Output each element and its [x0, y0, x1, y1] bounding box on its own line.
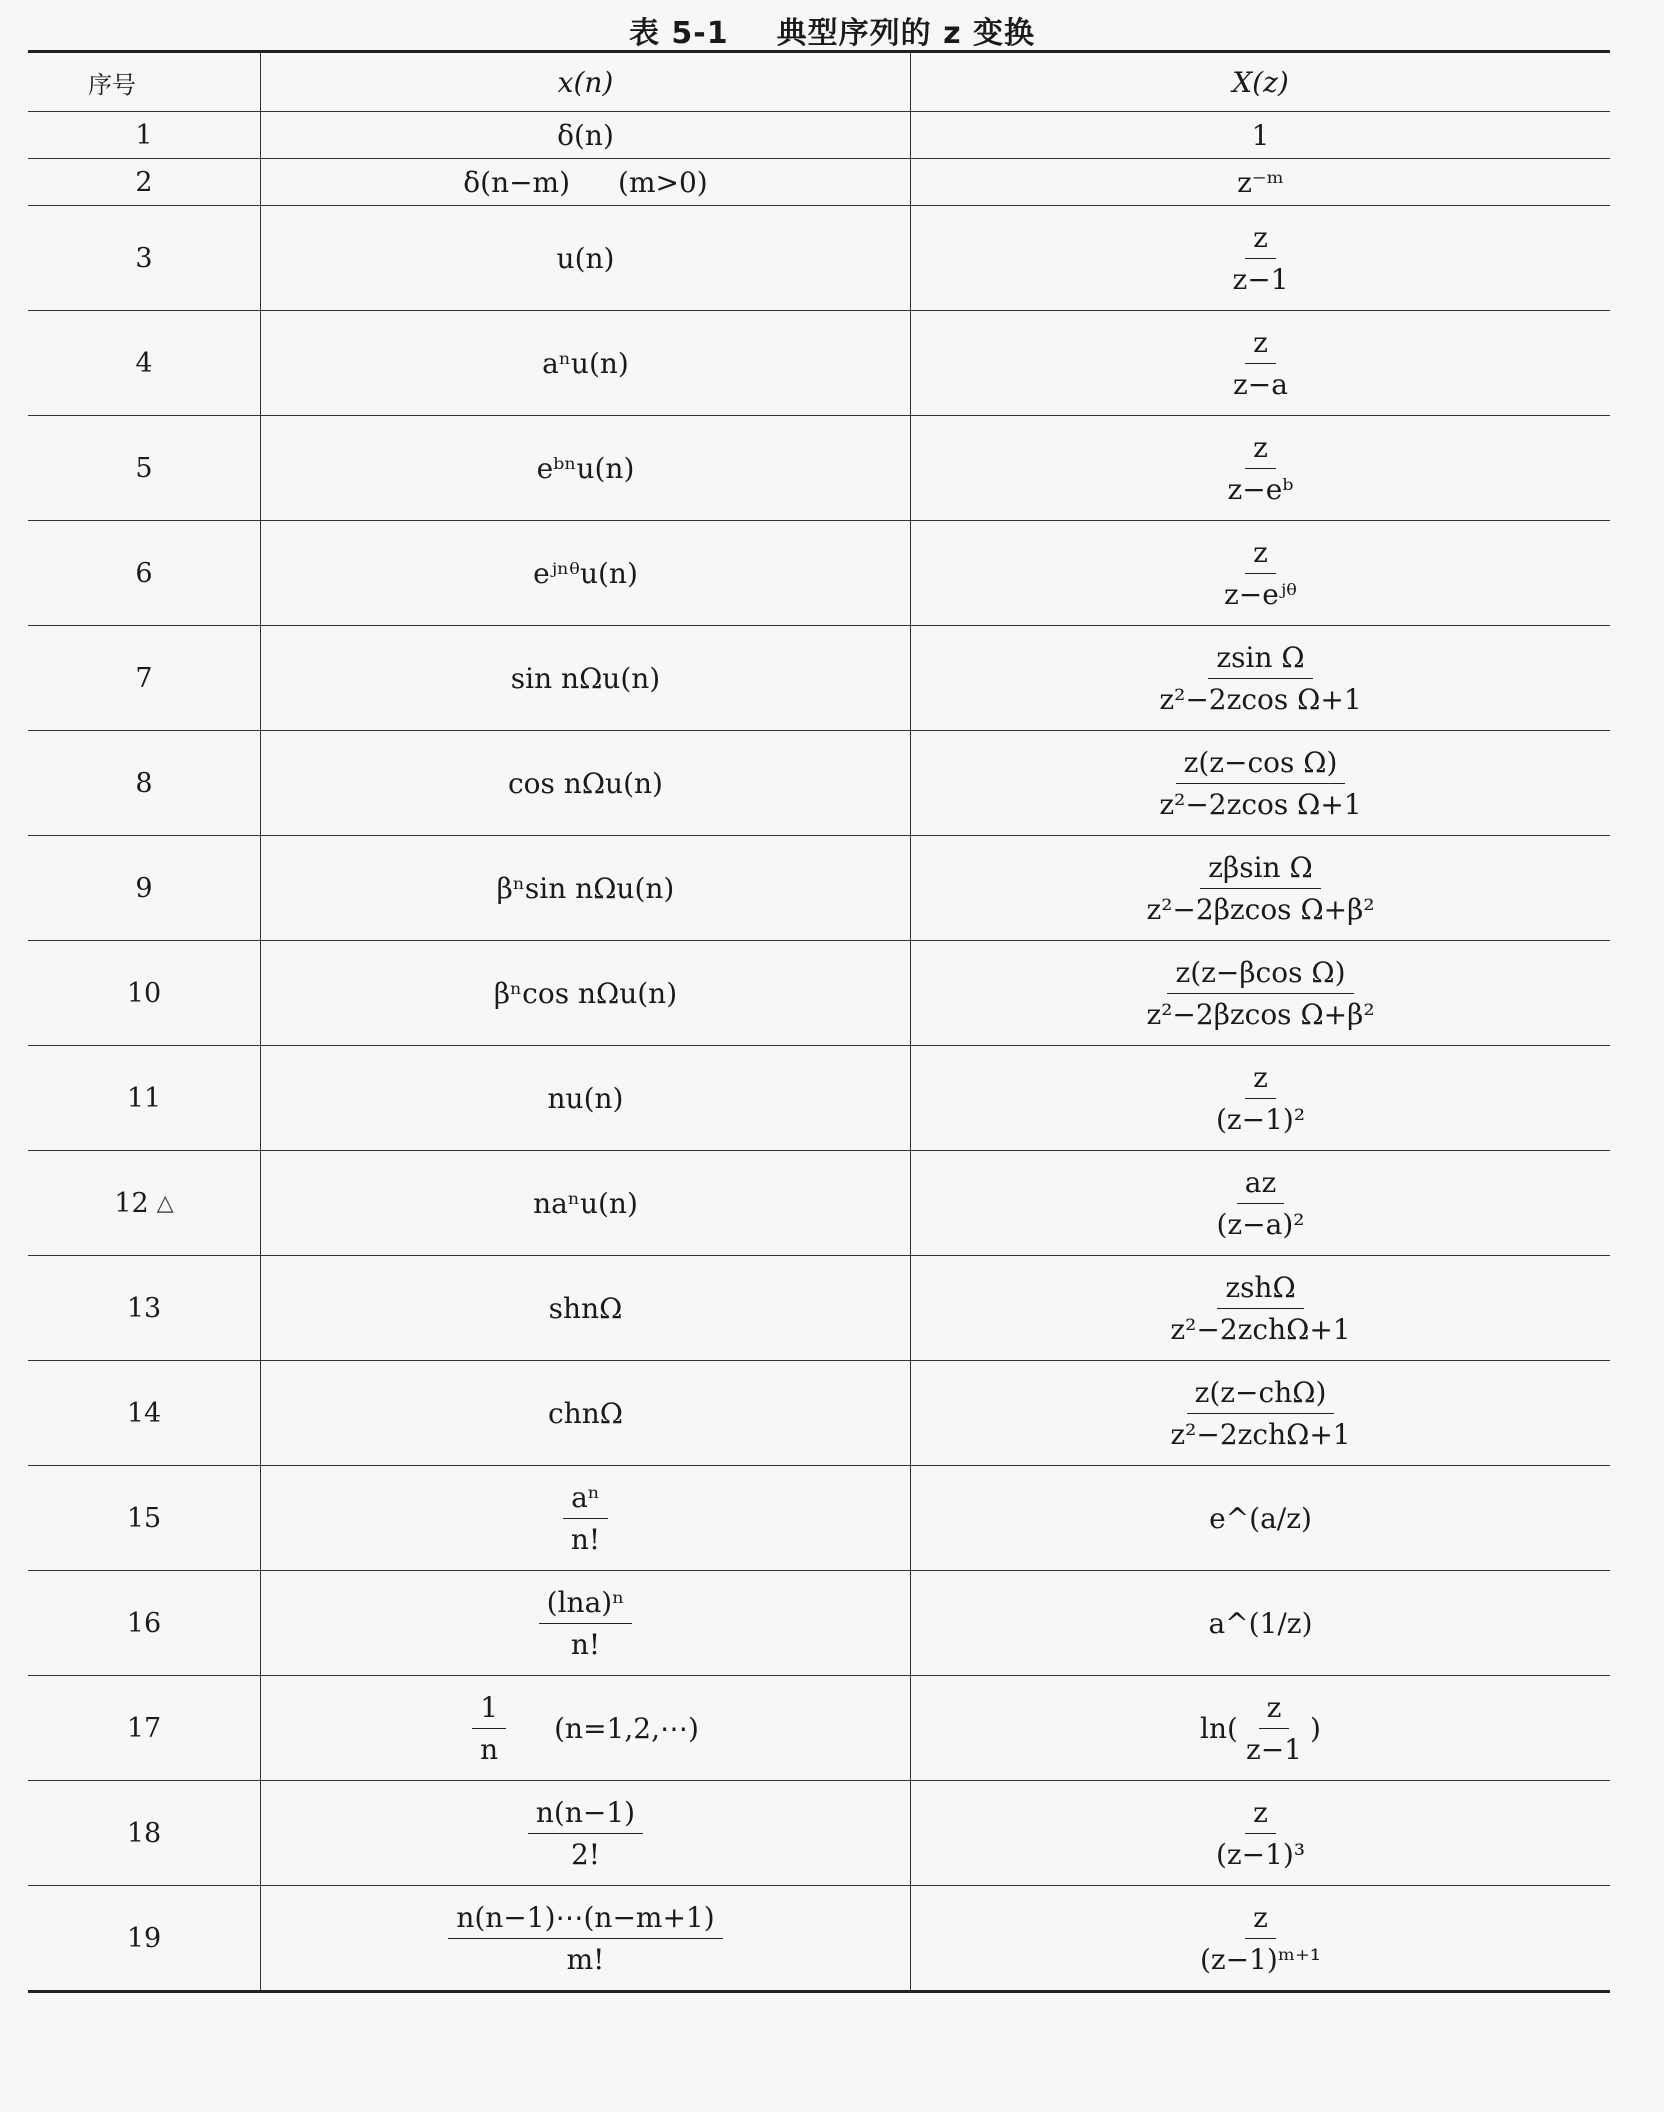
header-index: 序号 [88, 70, 136, 99]
transform-cell [910, 1781, 1610, 1885]
sequence-expr: chnΩ [260, 1361, 910, 1465]
fraction-denominator: (z−a)² [1216, 1207, 1305, 1241]
sequence-expr: aⁿu(n) [260, 311, 910, 415]
fraction-denominator: m! [566, 1942, 605, 1976]
table-row [28, 1046, 1610, 1151]
row-index: 7 [135, 662, 153, 694]
table-row [28, 1571, 1610, 1676]
transform-prefix: ln( [1200, 1711, 1238, 1745]
row-index: 13 [126, 1292, 162, 1324]
row-index: 11 [126, 1082, 162, 1114]
transform-cell [910, 1676, 1610, 1780]
transform-cell [910, 206, 1610, 310]
sequence-cell [260, 1886, 910, 1990]
fraction-denominator: z²−2zcos Ω+1 [1159, 682, 1362, 716]
sequence-cell [260, 1466, 910, 1570]
row-index: 18 [126, 1817, 162, 1849]
row-index: 6 [135, 557, 153, 589]
row-index: 1 [135, 119, 153, 151]
transform-fraction [1238, 1691, 1310, 1766]
sequence-expr: δ(n) [260, 112, 910, 158]
table-row [28, 626, 1610, 731]
row-index-cell [28, 1151, 260, 1255]
table-row [28, 159, 1610, 206]
transform-expr: z⁻ᵐ [910, 159, 1610, 205]
transform-suffix: ) [1310, 1711, 1321, 1745]
transform-fraction [1192, 1901, 1329, 1976]
transform-expr: a^(1/z) [910, 1571, 1610, 1675]
table-row [28, 1256, 1610, 1361]
fraction-denominator: z²−2zchΩ+1 [1170, 1417, 1351, 1451]
fraction-numerator: z [1245, 326, 1276, 364]
fraction-denominator: z−a [1233, 367, 1288, 401]
row-index: 4 [135, 347, 153, 379]
transform-fraction [1208, 1796, 1313, 1871]
transform-fraction [1151, 746, 1369, 821]
table-row [28, 1676, 1610, 1781]
fraction-denominator: z−eᵇ [1227, 472, 1294, 506]
sequence-fraction [472, 1691, 506, 1766]
transform-cell [910, 1046, 1610, 1150]
table-row [28, 1886, 1610, 1990]
sequence-expr: δ(n−m) [463, 165, 571, 199]
fraction-numerator: z [1245, 1796, 1276, 1834]
fraction-denominator: z−1 [1245, 1732, 1302, 1766]
row-index: 3 [135, 242, 153, 274]
row-index: 12 [114, 1187, 149, 1219]
fraction-numerator: z [1245, 431, 1276, 469]
sequence-condition: (n=1,2,⋯) [554, 1711, 699, 1745]
transform-cell [910, 941, 1610, 1045]
fraction-numerator: z [1245, 1061, 1276, 1099]
table-row [28, 1361, 1610, 1466]
fraction-numerator: z [1245, 536, 1276, 574]
fraction-denominator: (z−1)³ [1215, 1837, 1306, 1871]
transform-fraction [1224, 221, 1296, 296]
table-row [28, 1466, 1610, 1571]
sequence-fraction [528, 1796, 643, 1871]
transform-cell [910, 1151, 1610, 1255]
transform-cell [910, 836, 1610, 940]
sequence-fraction [563, 1481, 608, 1556]
row-index: 8 [135, 767, 153, 799]
row-index: 2 [135, 166, 153, 198]
row-index: 17 [126, 1712, 162, 1744]
row-index: 16 [126, 1607, 162, 1639]
transform-cell [910, 521, 1610, 625]
fraction-denominator: z−1 [1232, 262, 1289, 296]
table-header-row [28, 53, 1610, 112]
sequence-cell [260, 1676, 910, 1780]
row-index: 14 [126, 1397, 162, 1429]
sequence-condition: (m>0) [618, 165, 708, 199]
fraction-numerator: az [1237, 1166, 1284, 1204]
sequence-fraction [448, 1901, 722, 1976]
fraction-numerator: z(z−βcos Ω) [1167, 956, 1353, 994]
fraction-denominator: z²−2zchΩ+1 [1170, 1312, 1351, 1346]
transform-cell [910, 731, 1610, 835]
transform-fraction [1220, 431, 1302, 506]
sequence-expr: eᵇⁿu(n) [260, 416, 910, 520]
row-index: 9 [135, 872, 153, 904]
fraction-denominator: n! [570, 1627, 601, 1661]
table-row [28, 311, 1610, 416]
fraction-numerator: n(n−1) [528, 1796, 643, 1834]
sequence-expr: u(n) [260, 206, 910, 310]
fraction-numerator: z [1245, 221, 1276, 259]
fraction-numerator: z [1259, 1691, 1290, 1729]
handwritten-mark: △ [156, 1190, 174, 1216]
transform-fraction [1162, 1376, 1358, 1451]
fraction-numerator: aⁿ [563, 1481, 608, 1519]
table-row [28, 941, 1610, 1046]
transform-fraction [1162, 1271, 1358, 1346]
sequence-cell [260, 1781, 910, 1885]
transform-expr: 1 [910, 112, 1610, 158]
fraction-numerator: (lna)ⁿ [539, 1586, 633, 1624]
sequence-expr: cos nΩu(n) [260, 731, 910, 835]
transform-fraction [1138, 851, 1382, 926]
sequence-expr: βⁿcos nΩu(n) [260, 941, 910, 1045]
table-row [28, 836, 1610, 941]
fraction-numerator: zsin Ω [1208, 641, 1312, 679]
fraction-denominator: z²−2βzcos Ω+β² [1146, 892, 1375, 926]
transform-expr: e^(a/z) [910, 1466, 1610, 1570]
fraction-numerator: z(z−chΩ) [1187, 1376, 1335, 1414]
row-index: 10 [126, 977, 162, 1009]
header-sequence: x(n) [260, 53, 910, 111]
table-caption [0, 8, 1664, 52]
z-transform-table [28, 50, 1610, 1993]
sequence-expr: eʲⁿᶿu(n) [260, 521, 910, 625]
table-title: 典型序列的 z 变换 [776, 16, 1035, 51]
transform-cell [910, 1361, 1610, 1465]
table-row [28, 206, 1610, 311]
table-row [28, 1151, 1610, 1256]
transform-fraction [1138, 956, 1382, 1031]
transform-cell [910, 1256, 1610, 1360]
transform-cell [910, 416, 1610, 520]
transform-fraction [1216, 536, 1305, 611]
transform-fraction [1151, 641, 1369, 716]
row-index: 15 [126, 1502, 162, 1534]
sequence-expr: sin nΩu(n) [260, 626, 910, 730]
header-transform: X(z) [910, 53, 1610, 111]
fraction-denominator: n [480, 1732, 499, 1766]
transform-cell [910, 311, 1610, 415]
fraction-numerator: n(n−1)⋯(n−m+1) [448, 1901, 722, 1939]
fraction-denominator: z−eʲᶿ [1224, 577, 1297, 611]
fraction-numerator: zβsin Ω [1200, 851, 1320, 889]
sequence-expr: shnΩ [260, 1256, 910, 1360]
fraction-numerator: zshΩ [1217, 1271, 1303, 1309]
table-number: 表 5-1 [628, 16, 729, 51]
fraction-denominator: (z−1)ᵐ⁺¹ [1199, 1942, 1322, 1976]
fraction-numerator: z [1245, 1901, 1276, 1939]
transform-fraction [1225, 326, 1296, 401]
table-row [28, 521, 1610, 626]
fraction-denominator: z²−2βzcos Ω+β² [1146, 997, 1375, 1031]
sequence-expr: naⁿu(n) [260, 1151, 910, 1255]
fraction-denominator: z²−2zcos Ω+1 [1159, 787, 1362, 821]
sequence-cell [260, 159, 910, 205]
transform-cell [910, 626, 1610, 730]
row-index: 19 [126, 1922, 162, 1954]
transform-fraction [1209, 1166, 1313, 1241]
fraction-numerator: 1 [472, 1691, 506, 1729]
table-row [28, 112, 1610, 159]
fraction-denominator: 2! [570, 1837, 601, 1871]
sequence-cell [260, 1571, 910, 1675]
sequence-expr: nu(n) [260, 1046, 910, 1150]
sequence-fraction [539, 1586, 633, 1661]
transform-cell [910, 1886, 1610, 1990]
row-index: 5 [135, 452, 153, 484]
table-row [28, 731, 1610, 836]
fraction-numerator: z(z−cos Ω) [1176, 746, 1346, 784]
fraction-denominator: n! [570, 1522, 601, 1556]
table-row [28, 416, 1610, 521]
fraction-denominator: (z−1)² [1215, 1102, 1306, 1136]
transform-fraction [1208, 1061, 1313, 1136]
table-row [28, 1781, 1610, 1886]
sequence-expr: βⁿsin nΩu(n) [260, 836, 910, 940]
